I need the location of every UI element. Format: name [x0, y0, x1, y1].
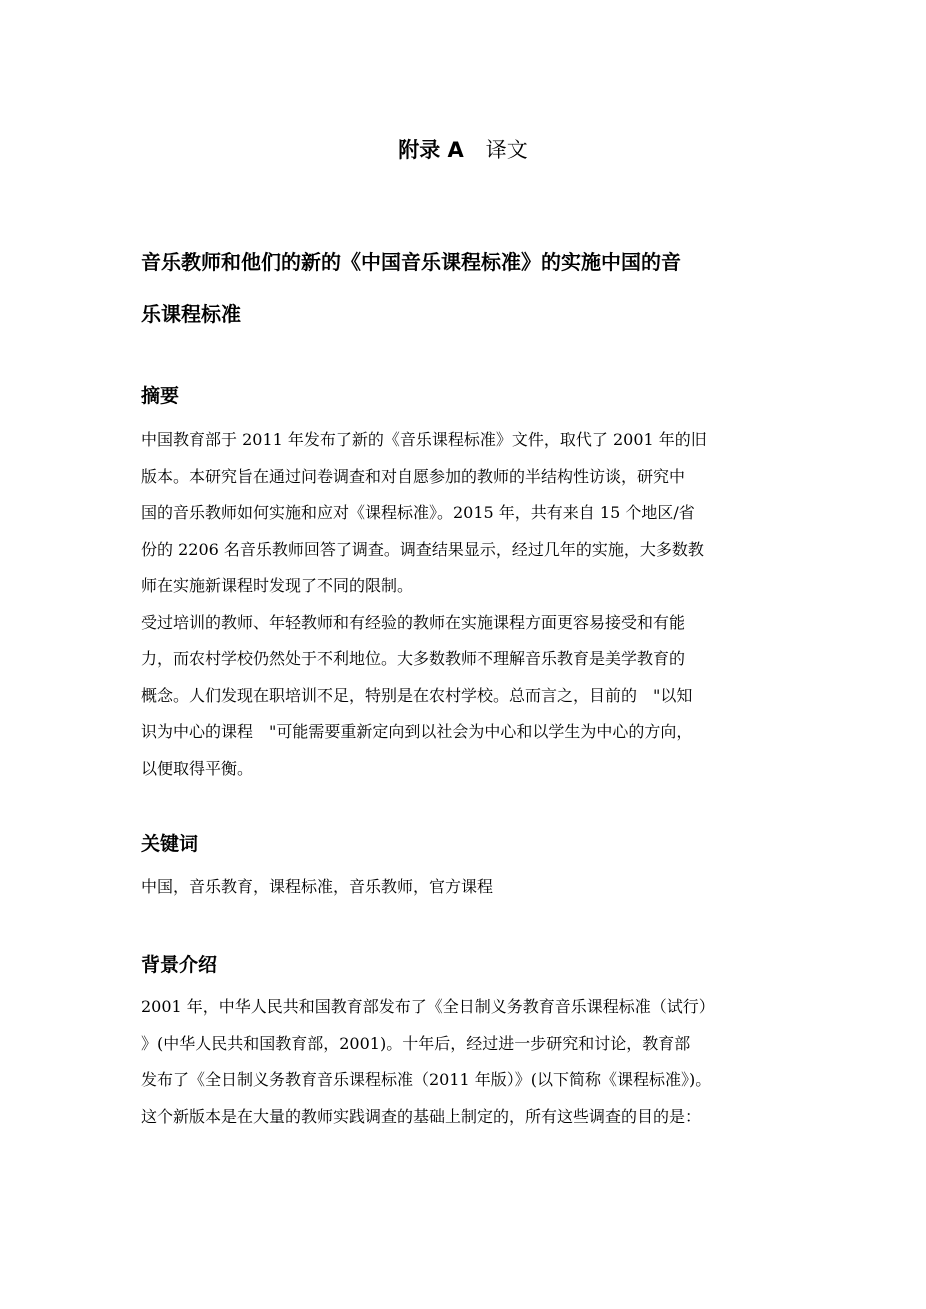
background-line: 这个新版本是在大量的教师实践调查的基础上制定的，所有这些调查的目的是： [141, 1106, 702, 1126]
background-heading: 背景介绍 [141, 954, 218, 976]
abstract-line: 份的 2206 名音乐教师回答了调查。调查结果显示，经过几年的实施，大多数教 [141, 539, 704, 559]
abstract-line: 概念。人们发现在职培训不足，特别是在农村学校。总而言之，目前的 "以知 [141, 685, 693, 705]
paper-title-line: 乐课程标准 [141, 302, 241, 326]
appendix-name: 译文 [485, 138, 528, 162]
paper-title-line: 音乐教师和他们的新的《中国音乐课程标准》的实施中国的音 [141, 250, 681, 274]
keywords-heading: 关键词 [141, 833, 199, 855]
abstract-line: 中国教育部于 2011 年发布了新的《音乐课程标准》文件，取代了 2001 年的旧 [141, 430, 707, 449]
keywords-text: 中国，音乐教育，课程标准，音乐教师，官方课程 [141, 877, 494, 896]
abstract-line: 师在实施新课程时发现了不同的限制。 [141, 576, 414, 595]
abstract-line: 以便取得平衡。 [141, 758, 254, 778]
abstract-line: 国的音乐教师如何实施和应对《课程标准》。2015 年，共有来自 15 个地区/省 [141, 503, 695, 522]
background-line: 2001 年，中华人民共和国教育部发布了《全日制义务教育音乐课程标准（试行） [141, 997, 715, 1016]
background-line: 发布了《全日制义务教育音乐课程标准（2011 年版）》(以下简称《课程标准》)。 [141, 1070, 712, 1089]
appendix-label: 附录 A [398, 138, 464, 162]
abstract-line: 力，而农村学校仍然处于不利地位。大多数教师不理解音乐教育是美学教育的 [141, 649, 686, 668]
paper-title [141, 236, 801, 340]
keywords-body [141, 869, 786, 906]
appendix-title [0, 134, 926, 166]
abstract-body [141, 422, 786, 787]
background-line: 》(中华人民共和国教育部，2001)。十年后，经过进一步研究和讨论，教育部 [141, 1033, 691, 1053]
abstract-line: 版本。本研究旨在通过问卷调查和对自愿参加的教师的半结构性访谈，研究中 [141, 466, 686, 486]
abstract-line: 受过培训的教师、年轻教师和有经验的教师在实施课程方面更容易接受和有能 [141, 612, 686, 632]
abstract-line: 识为中心的课程 "可能需要重新定向到以社会为中心和以学生为中心的方向， [141, 722, 693, 741]
background-body [141, 989, 786, 1135]
abstract-heading: 摘要 [141, 385, 180, 407]
